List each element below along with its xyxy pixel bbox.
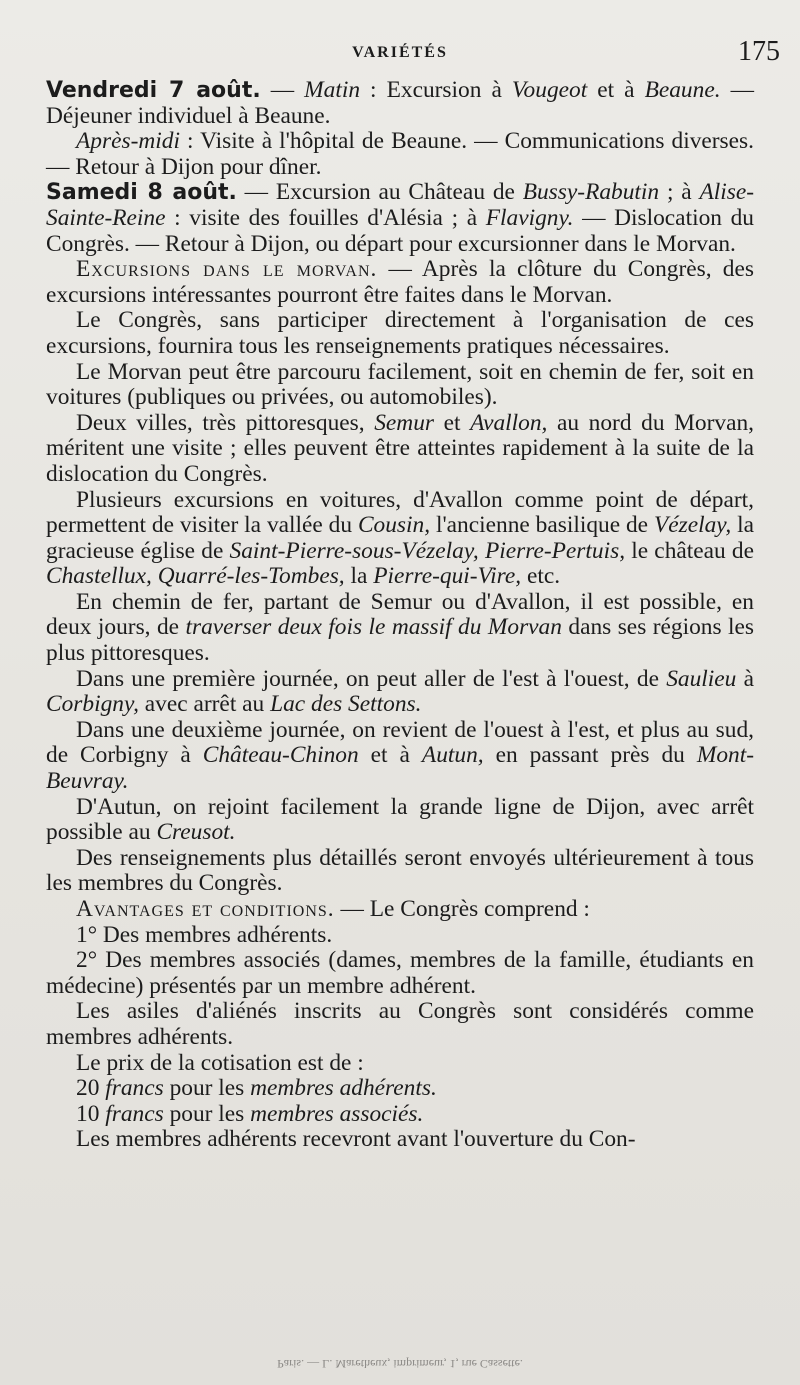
text-segment: — Le Congrès comprend : [334,896,590,922]
text-segment: : visite des fouilles d'Alésia ; à [165,204,486,231]
text-segment: ; à [659,179,700,206]
text-segment: D'Autun, on rejoint facilement la grande ligne de Dijon, avec arrêt possible au [46,793,754,846]
running-head: VARIÉTÉS [352,44,448,61]
body-text [46,78,754,1153]
paragraph-p18 [46,1051,754,1077]
text-segment: à [736,665,754,692]
text-segment: Plusieurs excursions en voitures, d'Avallon comme point de départ, permettent de visiter la vallée du [46,486,754,539]
text-segment: — Après la clôture du Congrès, des excursions intéressantes pourront être faites dans le Morvan. [46,256,754,308]
text-segment: Saulieu [666,665,737,692]
text-segment: : Visite à l'hôpital de Beaune. — Communications diverses. — Retour à Dijon pour dîner. [46,128,754,180]
paragraph-p2 [46,129,754,180]
text-segment: Creusot. [156,819,236,846]
text-segment: Dans une première journée, on peut aller de l'est à l'ouest, de [76,665,667,692]
text-segment: : Excursion à [360,77,512,103]
text-segment: et à [587,77,645,103]
text-segment: pour les [163,1075,251,1102]
text-segment: le château de [625,537,754,564]
text-segment: Beaune. [644,77,721,103]
text-segment: Cousin, [357,512,431,539]
text-segment: Avantages et conditions. [76,896,335,922]
paragraph-p4 [46,257,754,308]
text-segment: Avallon, [470,409,548,436]
paragraph-p6 [46,360,754,411]
text-segment: Samedi 8 août. [46,180,237,206]
text-segment: Mont-Beuvray. [46,742,754,795]
paragraph-p8 [46,488,754,590]
text-segment: 10 [76,1100,106,1127]
paragraph-p10 [46,667,754,718]
text-segment: et à [358,742,422,769]
text-segment: Les membres adhérents recevront avant l'ouverture du Con- [76,1126,636,1153]
text-segment: membres associés. [250,1100,424,1127]
text-segment: la [344,563,374,590]
paragraph-p16 [46,948,754,999]
text-segment: Vougeot [511,77,588,103]
text-segment: Flavigny. [485,204,574,231]
text-segment: au nord du Morvan, méritent une visite ; elles peuvent être atteintes rapidement à la suite de la dislocation du Congrès. [46,409,755,487]
text-segment: Deux villes, très pittoresques, [76,409,375,436]
paragraph-p19 [46,1076,754,1102]
text-segment: Le Congrès, sans participer directement à l'organisation de ces excursions, fournira tous les renseignements pratiques nécessaires. [46,307,754,359]
text-segment: membres adhérents. [250,1075,437,1102]
text-segment: Saint-Pierre-sous-Vézelay, Pierre-Pertuis, [229,537,626,564]
text-segment: — Excursion au Château de [236,179,523,206]
text-segment: 1° Des membres adhérents. [76,921,333,948]
text-segment: Des renseignements plus détaillés seront envoyés ultérieurement à tous les membres du Congrès. [46,844,754,897]
text-segment: francs [105,1100,164,1127]
text-segment: dans ses régions les plus pittoresques. [46,614,755,667]
page-header [0,36,800,66]
text-segment: En chemin de fer, partant de Semur ou d'Avallon, il est possible, en deux jours, de [46,588,754,641]
paragraph-p9 [46,590,754,667]
paragraph-p3 [46,180,754,257]
text-segment: — Déjeuner individuel à Beaune. [46,77,754,129]
text-segment: Le Morvan peut être parcouru facilement, soit en chemin de fer, soit en voitures (publiques ou privées, ou automobiles). [46,358,754,411]
paragraph-p12 [46,795,754,846]
paragraph-p17 [46,999,754,1050]
text-segment: etc. [521,563,561,590]
paragraph-p5 [46,308,754,359]
bleed-through-footer: Paris. — L. Maretheux, imprimeur, 1, rue Cassette. [277,1357,523,1371]
text-segment: Vézelay, [653,512,732,539]
text-segment: — [260,77,305,103]
text-segment: Autun, [421,742,484,769]
text-segment: Pierre-qui-Vire, [373,563,522,590]
paragraph-p1 [46,78,754,129]
text-segment: Lac des Settons. [270,691,422,718]
text-segment: 20 [76,1075,106,1102]
text-segment: Matin [304,77,361,103]
paragraph-p7 [46,411,754,488]
text-segment: Dans une deuxième journée, on revient de l'ouest à l'est, et plus au sud, de Corbigny à [46,716,754,769]
text-segment: en passant près du [483,742,697,769]
text-segment: 2° Des membres associés (dames, membres de la famille, étudiants en médecine) présentés par un membre adhérent. [46,947,754,999]
text-segment: Alise-Sainte-Reine [46,179,754,231]
paragraph-p21 [46,1127,754,1153]
text-segment: la gracieuse église de [46,512,754,564]
text-segment: Les asiles d'aliénés inscrits au Congrès sont considérés comme membres adhérents. [46,998,754,1050]
text-segment: pour les [163,1100,251,1127]
paragraph-p20 [46,1102,754,1128]
page-number: 175 [738,36,780,67]
text-segment: traverser deux fois le massif du Morvan [185,614,562,641]
paragraph-p11 [46,718,754,795]
text-segment: Semur [374,409,434,436]
text-segment: et [434,409,471,436]
text-segment: avec arrêt au [138,691,271,718]
text-segment: l'ancienne basilique de [430,512,654,539]
text-segment: Chastellux, Quarré-les-Tombes, [46,563,345,590]
text-segment: Bussy-Rabutin [522,179,660,206]
text-segment: Corbigny, [46,691,139,718]
text-segment: Vendredi 7 août. [46,78,261,103]
text-segment: Excursions dans le morvan. [76,256,378,283]
text-segment: francs [105,1075,164,1102]
text-segment: Le prix de la cotisation est de : [76,1049,364,1076]
paragraph-p15 [46,923,754,949]
paragraph-p13 [46,846,754,897]
text-segment: Après-midi [76,128,180,155]
text-segment: Château-Chinon [202,742,359,769]
text-segment: — Dislocation du Congrès. — Retour à Dijon, ou départ pour excursionner dans le Morvan. [46,204,754,257]
paragraph-p14 [46,897,754,923]
